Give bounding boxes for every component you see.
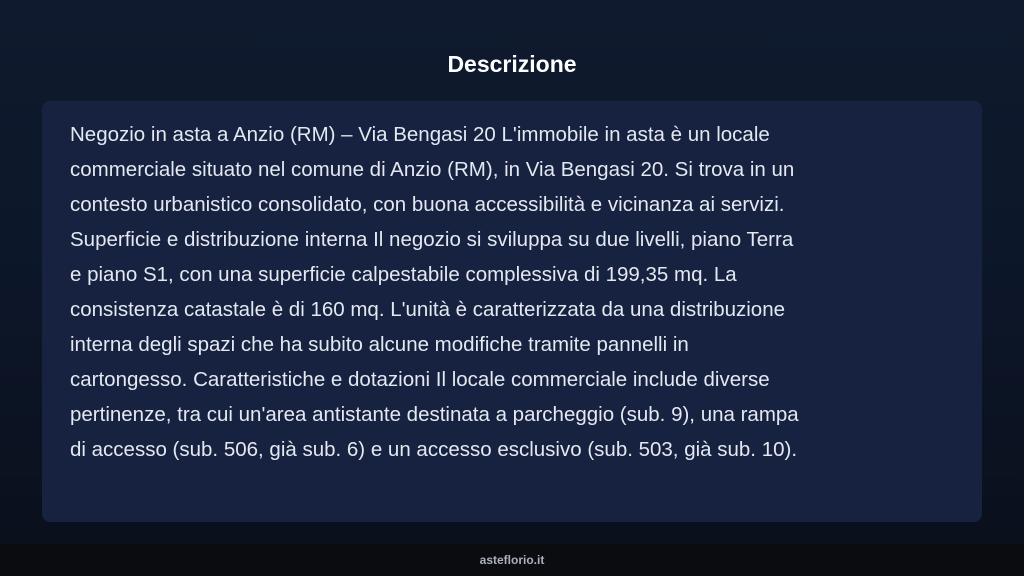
page-title: Descrizione [447, 51, 577, 77]
footer-bar [0, 544, 1024, 576]
description-card [42, 101, 982, 522]
footer-site-label: asteflorio.it [479, 553, 545, 567]
description-text: Negozio in asta a Anzio (RM) – Via Bengasi 20 L'immobile in asta è un locale commerciale situato nel comune di Anzio (RM), in Via Bengasi 20. Si trova in un contesto urbanistico consolidato, con buona accessibilità e vicinanza ai servizi. Superficie e distribuzione interna Il negozio si sviluppa su due livelli, piano Terra e piano S1, con una superficie calpestabile complessiva di 199,35 mq. La consistenza catastale è di 160 mq. L'unità è caratterizzata da una distribuzione interna degli spazi che ha subito alcune modifiche tramite pannelli in cartongesso. Caratteristiche e dotazioni Il locale commerciale include diverse pertinenze, tra cui un'area antistante destinata a parcheggio (sub. 9), una rampa di accesso (sub. 506, già sub. 6) e un accesso esclusivo (sub. 503, già sub. 10). [70, 123, 799, 461]
